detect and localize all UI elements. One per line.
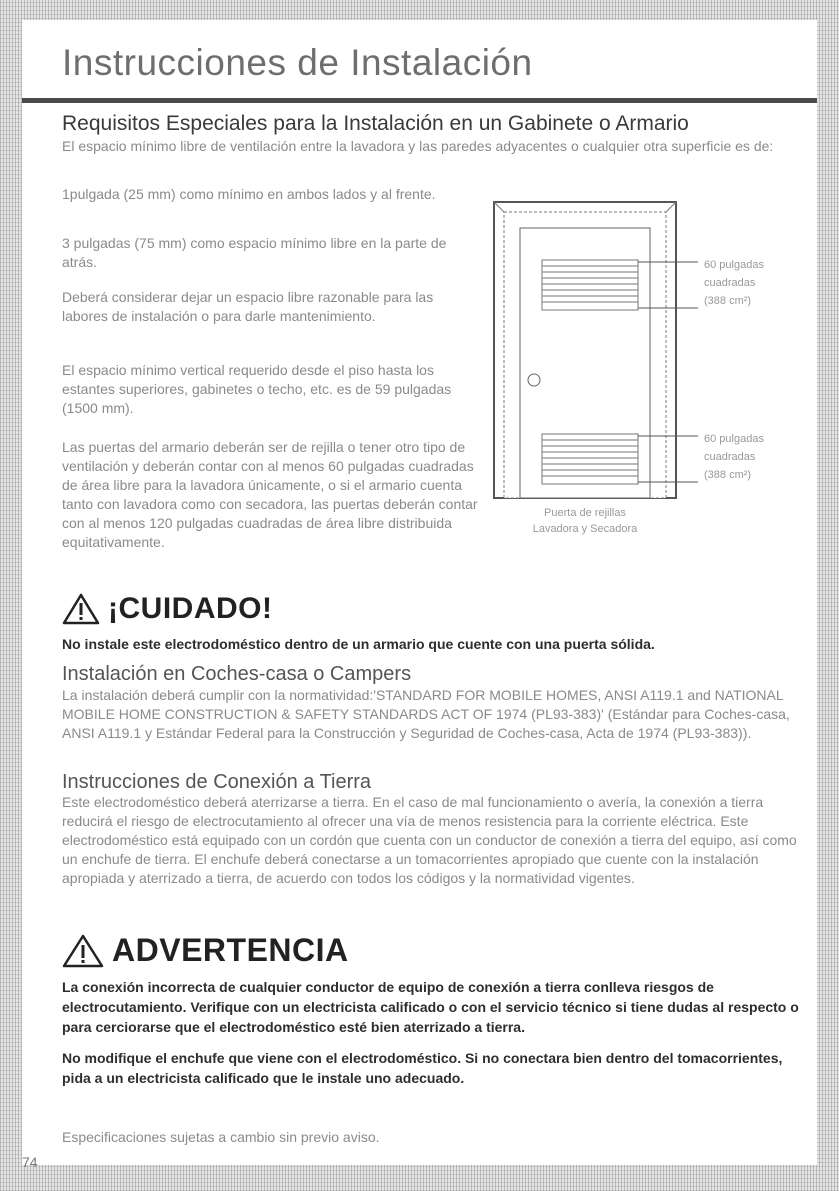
manual-page [22, 20, 817, 1170]
upper-vent [542, 260, 638, 310]
caution-text: No instale este electrodoméstico dentro de un armario que cuente con una puerta sólida. [62, 636, 655, 652]
door-knob [528, 374, 540, 386]
caution-title: ¡CUIDADO! [108, 592, 273, 625]
page-number: 74 [22, 1154, 38, 1170]
grounding-heading: Instrucciones de Conexión a Tierra [62, 771, 372, 793]
warning-title: ADVERTENCIA [112, 932, 349, 968]
upper-vent-label-2: cuadradas [704, 277, 756, 289]
diagram-caption-1: Puerta de rejillas [544, 507, 626, 519]
warning-header [62, 932, 349, 969]
page-title: Instrucciones de Instalación [62, 42, 533, 83]
grounding-text: Este electrodoméstico deberá aterrizarse a tierra. En el caso de mal funcionamiento o avería, la conexión a tierra reducirá el riesgo de electrocutamiento al ofrecer una vía de menos resistencia para la corriente eléctrica. Este electrodoméstico está equipado con un cordón que cuenta con un conductor de conexión a tierra del equipo, así como un enchufe de tierra. El enchufe deberá conectarse a un tomacorrientes apropiado que cuente con la instalación apropiada y aterrizado a tierra, de acuerdo con todos los códigos y la normatividad vigentes. [62, 794, 797, 886]
cabinet-p2: 3 pulgadas (75 mm) como espacio mínimo libre en la parte de atrás. [62, 235, 447, 270]
mobile-homes-text: La instalación deberá cumplir con la normatividad:'STANDARD FOR MOBILE HOMES, ANSI A119.1 and NATIONAL MOBILE HOME CONSTRUCTION & SAFETY STANDARDS ACT OF 1974 (PL93-383)' (Estándar para Coches-casa, ANSI A119.1 y Estándar Federal para la Construcción y Seguridad de Coches-casa, Acta de 1974 (PL93-383)). [62, 687, 790, 741]
title-rule [22, 98, 817, 103]
mobile-homes-heading: Instalación en Coches-casa o Campers [62, 663, 412, 685]
cabinet-p4: El espacio mínimo vertical requerido desde el piso hasta los estantes superiores, gabinetes o techo, etc. es de 59 pulgadas (1500 mm). [62, 362, 452, 416]
footer-note: Especificaciones sujetas a cambio sin previo aviso. [62, 1129, 380, 1145]
diagram-caption-2: Lavadora y Secadora [532, 523, 638, 535]
upper-vent-label-3: (388 cm²) [704, 295, 752, 307]
warning-triangle-icon [62, 934, 104, 968]
lower-vent [542, 434, 638, 484]
warning-triangle-icon [62, 593, 100, 625]
upper-vent-label-1: 60 pulgadas [704, 259, 764, 271]
lower-vent-label-1: 60 pulgadas [704, 433, 764, 445]
lower-vent-label-2: cuadradas [704, 451, 756, 463]
cabinet-p5: Las puertas del armario deberán ser de rejilla o tener otro tipo de ventilación y deberán contar con al menos 60 pulgadas cuadradas de área libre para la lavadora únicamente, o si el armario cuenta tanto con lavadora como con secadora, las puertas deberán contar con al menos 120 pulgadas cuadradas de área libre distribuida equitativamente. [62, 439, 478, 550]
warning-text-2: No modifique el enchufe que viene con el electrodoméstico. Si no conectara bien dentro del tomacorrientes, pida a un electricista calificado que le instale uno adecuado. [62, 1050, 783, 1086]
louvered-door-diagram [490, 198, 810, 548]
caution-header [62, 592, 272, 626]
warning-text-1: La conexión incorrecta de cualquier conductor de equipo de conexión a tierra conlleva riesgos de electrocutamiento. Verifique con un electricista calificado o con el servicio técnico si tiene dudas al respecto o para cerciorarse que el electrodoméstico esté bien aterrizado a tierra. [62, 979, 799, 1035]
cabinet-heading: Requisitos Especiales para la Instalación en un Gabinete o Armario [62, 112, 689, 135]
cabinet-intro: El espacio mínimo libre de ventilación entre la lavadora y las paredes adyacentes o cualquier otra superficie es de: [62, 138, 774, 154]
lower-vent-label-3: (388 cm²) [704, 469, 752, 481]
cabinet-p3: Deberá considerar dejar un espacio libre razonable para las labores de instalación o para darle mantenimiento. [62, 289, 434, 324]
cabinet-p1: 1pulgada (25 mm) como mínimo en ambos lados y al frente. [62, 186, 436, 202]
